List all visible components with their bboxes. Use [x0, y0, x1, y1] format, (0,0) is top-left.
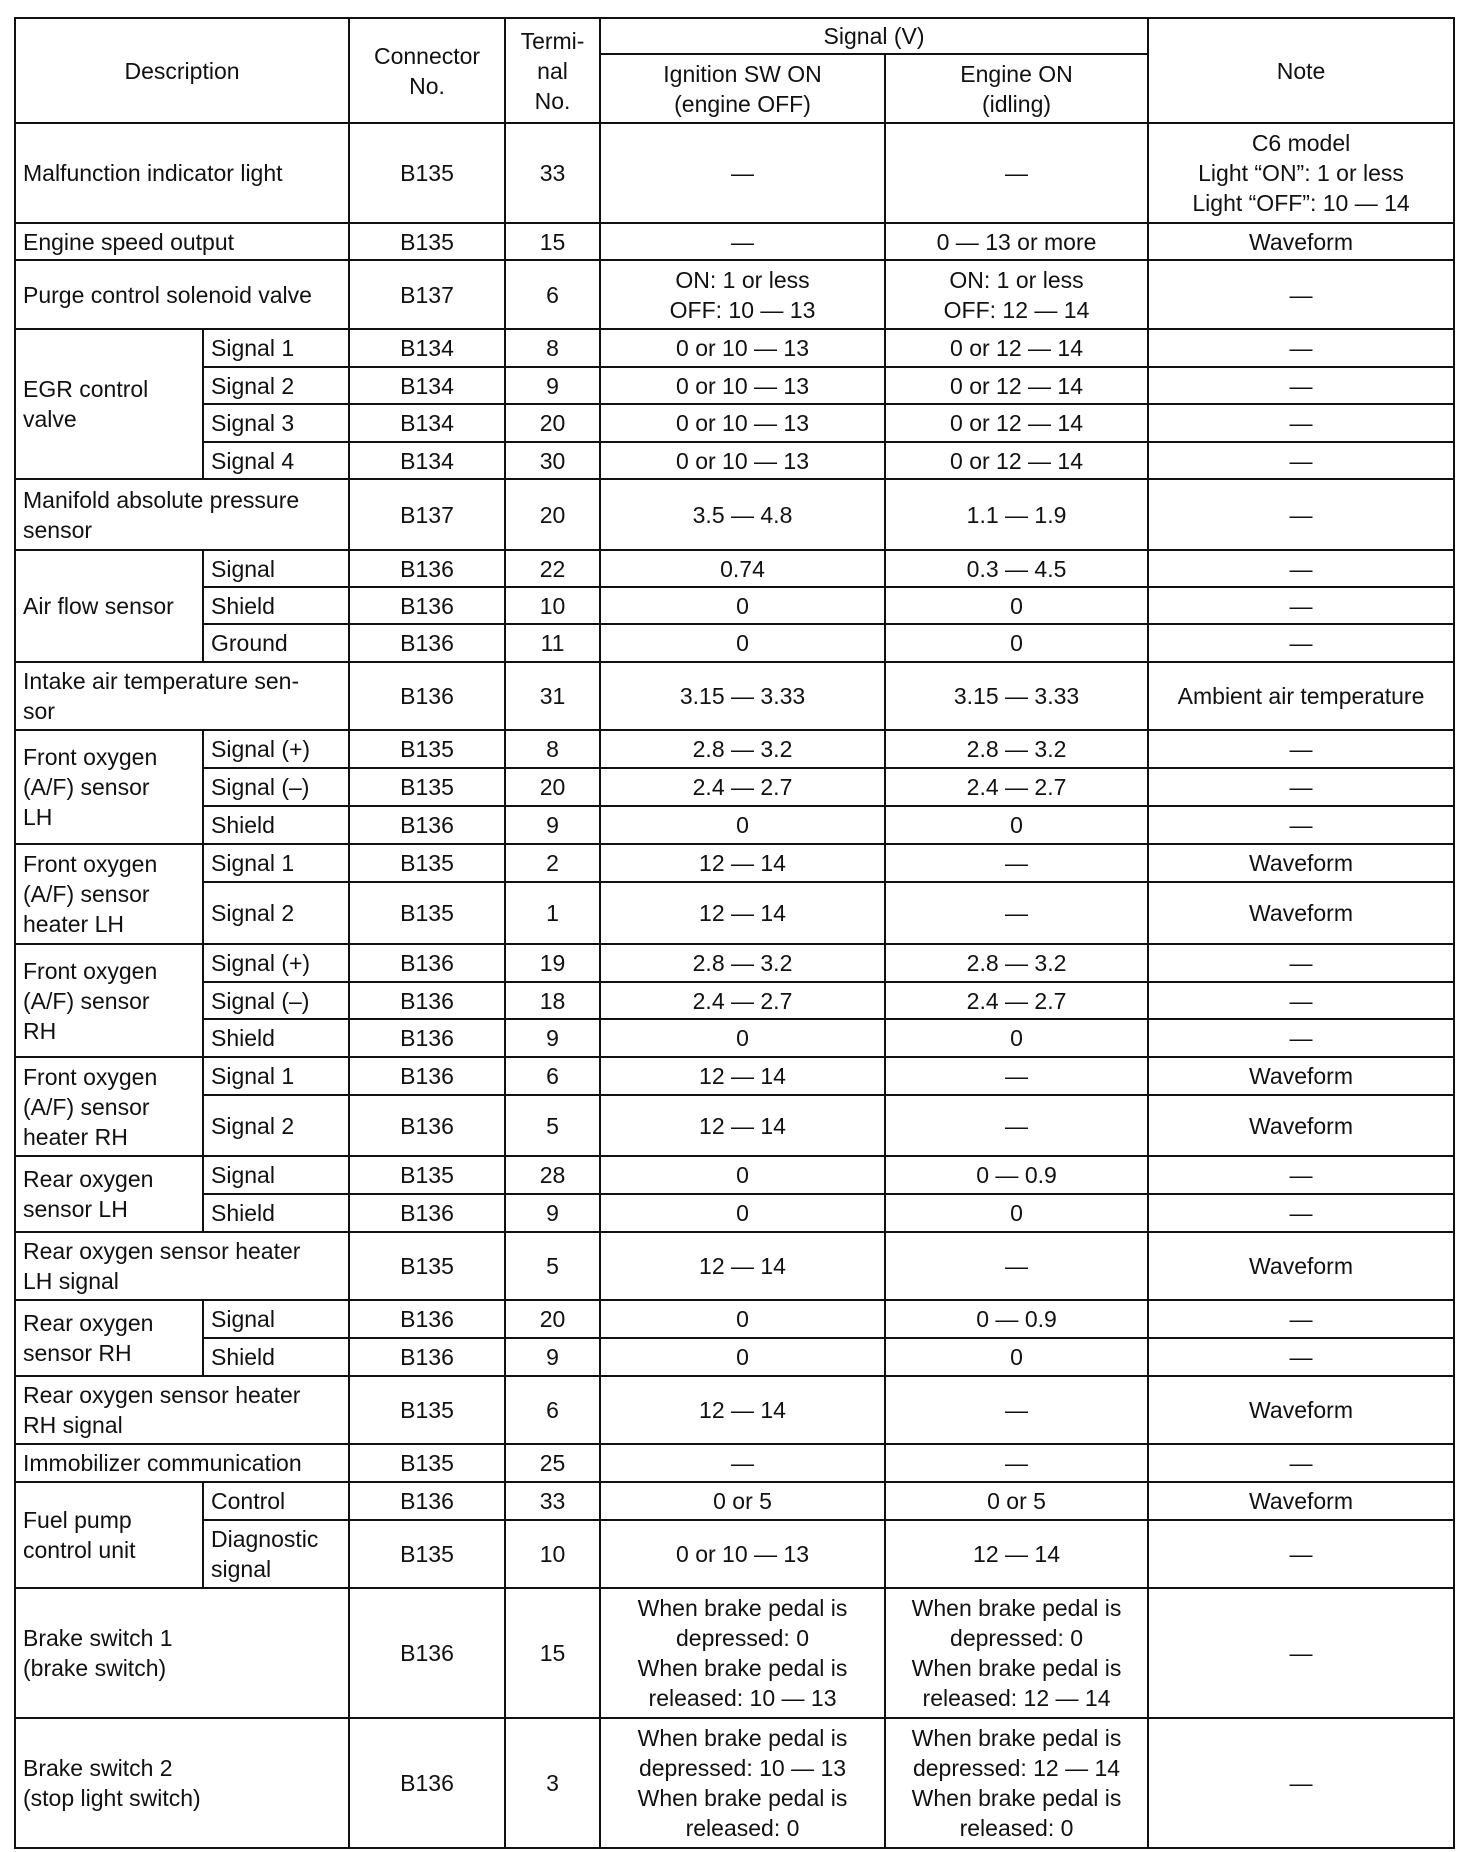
note-cell: — — [1148, 404, 1454, 442]
sub-description-cell: Signal — [203, 1156, 349, 1194]
header-connector: Connector No. — [349, 18, 505, 123]
terminal-cell: 15 — [505, 223, 600, 260]
description-cell: Front oxygen (A/F) sensor RH — [15, 944, 203, 1057]
table-row — [15, 479, 1454, 550]
table-row — [15, 730, 1454, 768]
connector-cell: B135 — [349, 223, 505, 260]
table-body — [15, 123, 1454, 1848]
connector-cell: B135 — [349, 844, 505, 882]
note-cell: Waveform — [1148, 882, 1454, 944]
table-row — [15, 329, 1454, 367]
ignition-on-cell: 0 — [600, 1300, 885, 1338]
note-cell: — — [1148, 1444, 1454, 1482]
ignition-on-cell: When brake pedal is depressed: 10 — 13 When brake pedal is released: 0 — [600, 1718, 885, 1848]
sub-description-cell: Signal 2 — [203, 882, 349, 944]
connector-cell: B136 — [349, 662, 505, 730]
ignition-on-cell: 0 or 10 — 13 — [600, 1520, 885, 1588]
terminal-cell: 31 — [505, 662, 600, 730]
note-cell: — — [1148, 768, 1454, 806]
table-row — [15, 806, 1454, 844]
note-cell: — — [1148, 944, 1454, 982]
terminal-cell: 20 — [505, 768, 600, 806]
terminal-cell: 8 — [505, 730, 600, 768]
ignition-on-cell: 12 — 14 — [600, 1232, 885, 1300]
connector-cell: B136 — [349, 1482, 505, 1520]
table-row — [15, 587, 1454, 624]
connector-cell: B135 — [349, 1444, 505, 1482]
connector-cell: B135 — [349, 768, 505, 806]
signal-table — [14, 17, 1455, 1849]
note-cell: — — [1148, 1588, 1454, 1718]
terminal-cell: 5 — [505, 1232, 600, 1300]
terminal-cell: 8 — [505, 329, 600, 367]
note-cell: — — [1148, 329, 1454, 367]
sub-description-cell: Signal 1 — [203, 844, 349, 882]
connector-cell: B135 — [349, 1232, 505, 1300]
note-cell: — — [1148, 1300, 1454, 1338]
terminal-cell: 9 — [505, 806, 600, 844]
ignition-on-cell: 0 — [600, 1194, 885, 1232]
ignition-on-cell: 0 — [600, 587, 885, 624]
note-cell: — — [1148, 624, 1454, 662]
note-cell: — — [1148, 367, 1454, 404]
engine-on-cell: 2.4 — 2.7 — [885, 768, 1148, 806]
table-row — [15, 1376, 1454, 1444]
ignition-on-cell: 0 or 10 — 13 — [600, 404, 885, 442]
note-cell: — — [1148, 587, 1454, 624]
ignition-on-cell: 2.8 — 3.2 — [600, 730, 885, 768]
ignition-on-cell: 0 — [600, 1156, 885, 1194]
terminal-cell: 28 — [505, 1156, 600, 1194]
table-row — [15, 1095, 1454, 1156]
engine-on-cell: 0 — [885, 1194, 1148, 1232]
engine-on-cell: — — [885, 1057, 1148, 1095]
engine-on-cell: 0 — [885, 1019, 1148, 1057]
sub-description-cell: Signal 1 — [203, 1057, 349, 1095]
connector-cell: B136 — [349, 1588, 505, 1718]
connector-cell: B134 — [349, 329, 505, 367]
engine-on-cell: — — [885, 882, 1148, 944]
sub-description-cell: Signal 1 — [203, 329, 349, 367]
note-cell: Waveform — [1148, 1482, 1454, 1520]
note-cell: Waveform — [1148, 1057, 1454, 1095]
connector-cell: B135 — [349, 1156, 505, 1194]
engine-on-cell: 0 — [885, 806, 1148, 844]
table-row — [15, 882, 1454, 944]
header-description: Description — [15, 18, 349, 123]
header-signal: Signal (V) — [600, 18, 1148, 54]
terminal-cell: 15 — [505, 1588, 600, 1718]
note-cell: Waveform — [1148, 1232, 1454, 1300]
terminal-cell: 9 — [505, 1019, 600, 1057]
engine-on-cell: 0 or 12 — 14 — [885, 367, 1148, 404]
note-cell: C6 model Light “ON”: 1 or less Light “OFF”: 10 — 14 — [1148, 123, 1454, 223]
ignition-on-cell: — — [600, 223, 885, 260]
engine-on-cell: 0 — 0.9 — [885, 1156, 1148, 1194]
connector-cell: B136 — [349, 1300, 505, 1338]
description-cell: Fuel pump control unit — [15, 1482, 203, 1588]
ignition-on-cell: 0 — [600, 1338, 885, 1376]
engine-on-cell: 2.8 — 3.2 — [885, 944, 1148, 982]
sub-description-cell: Signal (+) — [203, 944, 349, 982]
note-cell: — — [1148, 1338, 1454, 1376]
connector-cell: B136 — [349, 1019, 505, 1057]
description-cell: Rear oxygen sensor heater RH signal — [15, 1376, 349, 1444]
sub-description-cell: Signal (+) — [203, 730, 349, 768]
terminal-cell: 2 — [505, 844, 600, 882]
connector-cell: B136 — [349, 1057, 505, 1095]
table-row — [15, 404, 1454, 442]
table-row — [15, 1444, 1454, 1482]
table-row — [15, 1194, 1454, 1232]
ignition-on-cell: 3.15 — 3.33 — [600, 662, 885, 730]
engine-on-cell: 0 or 12 — 14 — [885, 404, 1148, 442]
sub-description-cell: Signal (–) — [203, 982, 349, 1019]
sub-description-cell: Signal 2 — [203, 367, 349, 404]
description-cell: Intake air temperature sen- sor — [15, 662, 349, 730]
engine-on-cell: — — [885, 1095, 1148, 1156]
terminal-cell: 9 — [505, 1338, 600, 1376]
table-row — [15, 1156, 1454, 1194]
table-row — [15, 662, 1454, 730]
engine-on-cell: 0 — [885, 1338, 1148, 1376]
engine-on-cell: — — [885, 1376, 1148, 1444]
description-cell: Rear oxygen sensor LH — [15, 1156, 203, 1232]
description-cell: Brake switch 1 (brake switch) — [15, 1588, 349, 1718]
engine-on-cell: 0 — 13 or more — [885, 223, 1148, 260]
description-cell: Manifold absolute pressure sensor — [15, 479, 349, 550]
engine-on-cell: 1.1 — 1.9 — [885, 479, 1148, 550]
connector-cell: B135 — [349, 730, 505, 768]
note-cell: — — [1148, 1019, 1454, 1057]
note-cell: — — [1148, 1156, 1454, 1194]
description-cell: EGR control valve — [15, 329, 203, 479]
terminal-cell: 10 — [505, 1520, 600, 1588]
connector-cell: B136 — [349, 550, 505, 587]
sub-description-cell: Shield — [203, 587, 349, 624]
note-cell: Waveform — [1148, 1095, 1454, 1156]
table-row — [15, 982, 1454, 1019]
note-cell: Waveform — [1148, 223, 1454, 260]
ignition-on-cell: 2.8 — 3.2 — [600, 944, 885, 982]
engine-on-cell: 2.8 — 3.2 — [885, 730, 1148, 768]
description-cell: Rear oxygen sensor RH — [15, 1300, 203, 1376]
connector-cell: B135 — [349, 882, 505, 944]
engine-on-cell: — — [885, 1444, 1148, 1482]
note-cell: Waveform — [1148, 1376, 1454, 1444]
terminal-cell: 6 — [505, 1376, 600, 1444]
sub-description-cell: Ground — [203, 624, 349, 662]
table-row — [15, 1482, 1454, 1520]
sub-description-cell: Shield — [203, 1019, 349, 1057]
terminal-cell: 1 — [505, 882, 600, 944]
table-row — [15, 1057, 1454, 1095]
ignition-on-cell: — — [600, 123, 885, 223]
connector-cell: B136 — [349, 587, 505, 624]
description-cell: Purge control solenoid valve — [15, 260, 349, 329]
engine-on-cell: When brake pedal is depressed: 0 When brake pedal is released: 12 — 14 — [885, 1588, 1148, 1718]
connector-cell: B136 — [349, 624, 505, 662]
note-cell: — — [1148, 806, 1454, 844]
terminal-cell: 6 — [505, 260, 600, 329]
table-row — [15, 1019, 1454, 1057]
engine-on-cell: 0 or 12 — 14 — [885, 442, 1148, 479]
ignition-on-cell: ON: 1 or less OFF: 10 — 13 — [600, 260, 885, 329]
connector-cell: B136 — [349, 944, 505, 982]
table-row — [15, 944, 1454, 982]
sub-description-cell: Signal 4 — [203, 442, 349, 479]
ignition-on-cell: 12 — 14 — [600, 882, 885, 944]
ignition-on-cell: 12 — 14 — [600, 844, 885, 882]
connector-cell: B135 — [349, 123, 505, 223]
description-cell: Malfunction indicator light — [15, 123, 349, 223]
ignition-on-cell: 0 or 10 — 13 — [600, 367, 885, 404]
terminal-cell: 20 — [505, 404, 600, 442]
ignition-on-cell: 12 — 14 — [600, 1376, 885, 1444]
description-cell: Brake switch 2 (stop light switch) — [15, 1718, 349, 1848]
note-cell: — — [1148, 1520, 1454, 1588]
table-row — [15, 223, 1454, 260]
ignition-on-cell: 0 or 10 — 13 — [600, 329, 885, 367]
terminal-cell: 25 — [505, 1444, 600, 1482]
engine-on-cell: — — [885, 1232, 1148, 1300]
ignition-on-cell: 0 — [600, 806, 885, 844]
engine-on-cell: 0.3 — 4.5 — [885, 550, 1148, 587]
note-cell: — — [1148, 479, 1454, 550]
description-cell: Front oxygen (A/F) sensor LH — [15, 730, 203, 844]
engine-on-cell: 0 or 5 — [885, 1482, 1148, 1520]
note-cell: — — [1148, 730, 1454, 768]
table-row — [15, 1338, 1454, 1376]
connector-cell: B137 — [349, 479, 505, 550]
note-cell: — — [1148, 260, 1454, 329]
connector-cell: B134 — [349, 367, 505, 404]
engine-on-cell: When brake pedal is depressed: 12 — 14 When brake pedal is released: 0 — [885, 1718, 1148, 1848]
connector-cell: B136 — [349, 1338, 505, 1376]
header-note: Note — [1148, 18, 1454, 123]
table-row — [15, 1718, 1454, 1848]
sub-description-cell: Diagnostic signal — [203, 1520, 349, 1588]
table-row — [15, 844, 1454, 882]
connector-cell: B136 — [349, 982, 505, 1019]
table-row — [15, 624, 1454, 662]
ignition-on-cell: 0 or 5 — [600, 1482, 885, 1520]
sub-description-cell: Signal 2 — [203, 1095, 349, 1156]
note-cell: — — [1148, 982, 1454, 1019]
terminal-cell: 5 — [505, 1095, 600, 1156]
header-engine: Engine ON (idling) — [885, 54, 1148, 123]
sub-description-cell: Shield — [203, 806, 349, 844]
engine-on-cell: 0 — [885, 587, 1148, 624]
ignition-on-cell: 0 or 10 — 13 — [600, 442, 885, 479]
description-cell: Immobilizer communication — [15, 1444, 349, 1482]
ignition-on-cell: When brake pedal is depressed: 0 When brake pedal is released: 10 — 13 — [600, 1588, 885, 1718]
table-row — [15, 550, 1454, 587]
ignition-on-cell: 0.74 — [600, 550, 885, 587]
note-cell: Waveform — [1148, 844, 1454, 882]
engine-on-cell: 2.4 — 2.7 — [885, 982, 1148, 1019]
table-row — [15, 1588, 1454, 1718]
ignition-on-cell: 12 — 14 — [600, 1095, 885, 1156]
table-row — [15, 1520, 1454, 1588]
note-cell: — — [1148, 550, 1454, 587]
terminal-cell: 11 — [505, 624, 600, 662]
engine-on-cell: ON: 1 or less OFF: 12 — 14 — [885, 260, 1148, 329]
sub-description-cell: Signal 3 — [203, 404, 349, 442]
engine-on-cell: 0 — 0.9 — [885, 1300, 1148, 1338]
table-row — [15, 768, 1454, 806]
description-cell: Air flow sensor — [15, 550, 203, 662]
ignition-on-cell: 12 — 14 — [600, 1057, 885, 1095]
connector-cell: B136 — [349, 1718, 505, 1848]
connector-cell: B135 — [349, 1520, 505, 1588]
terminal-cell: 22 — [505, 550, 600, 587]
engine-on-cell: — — [885, 123, 1148, 223]
connector-cell: B136 — [349, 1095, 505, 1156]
engine-on-cell: 3.15 — 3.33 — [885, 662, 1148, 730]
ignition-on-cell: 2.4 — 2.7 — [600, 982, 885, 1019]
sub-description-cell: Signal (–) — [203, 768, 349, 806]
terminal-cell: 10 — [505, 587, 600, 624]
connector-cell: B134 — [349, 442, 505, 479]
note-cell: — — [1148, 1194, 1454, 1232]
description-cell: Front oxygen (A/F) sensor heater RH — [15, 1057, 203, 1156]
terminal-cell: 20 — [505, 1300, 600, 1338]
description-cell: Engine speed output — [15, 223, 349, 260]
connector-cell: B135 — [349, 1376, 505, 1444]
description-cell: Front oxygen (A/F) sensor heater LH — [15, 844, 203, 944]
terminal-cell: 18 — [505, 982, 600, 1019]
header-terminal: Termi- nal No. — [505, 18, 600, 123]
sub-description-cell: Signal — [203, 550, 349, 587]
note-cell: — — [1148, 1718, 1454, 1848]
table-row — [15, 260, 1454, 329]
connector-cell: B134 — [349, 404, 505, 442]
terminal-cell: 9 — [505, 367, 600, 404]
table-row — [15, 1300, 1454, 1338]
engine-on-cell: 12 — 14 — [885, 1520, 1148, 1588]
table-row — [15, 442, 1454, 479]
ignition-on-cell: 0 — [600, 624, 885, 662]
engine-on-cell: 0 — [885, 624, 1148, 662]
terminal-cell: 9 — [505, 1194, 600, 1232]
terminal-cell: 20 — [505, 479, 600, 550]
terminal-cell: 6 — [505, 1057, 600, 1095]
sub-description-cell: Shield — [203, 1338, 349, 1376]
terminal-cell: 30 — [505, 442, 600, 479]
ignition-on-cell: 2.4 — 2.7 — [600, 768, 885, 806]
sub-description-cell: Control — [203, 1482, 349, 1520]
engine-on-cell: — — [885, 844, 1148, 882]
terminal-cell: 33 — [505, 123, 600, 223]
connector-cell: B136 — [349, 1194, 505, 1232]
connector-cell: B136 — [349, 806, 505, 844]
connector-cell: B137 — [349, 260, 505, 329]
note-cell: Ambient air temperature — [1148, 662, 1454, 730]
description-cell: Rear oxygen sensor heater LH signal — [15, 1232, 349, 1300]
table-row — [15, 367, 1454, 404]
terminal-cell: 19 — [505, 944, 600, 982]
ignition-on-cell: 3.5 — 4.8 — [600, 479, 885, 550]
ignition-on-cell: — — [600, 1444, 885, 1482]
sub-description-cell: Signal — [203, 1300, 349, 1338]
engine-on-cell: 0 or 12 — 14 — [885, 329, 1148, 367]
table-row — [15, 1232, 1454, 1300]
table-row — [15, 123, 1454, 223]
sub-description-cell: Shield — [203, 1194, 349, 1232]
ignition-on-cell: 0 — [600, 1019, 885, 1057]
note-cell: — — [1148, 442, 1454, 479]
terminal-cell: 3 — [505, 1718, 600, 1848]
terminal-cell: 33 — [505, 1482, 600, 1520]
header-ignition: Ignition SW ON (engine OFF) — [600, 54, 885, 123]
